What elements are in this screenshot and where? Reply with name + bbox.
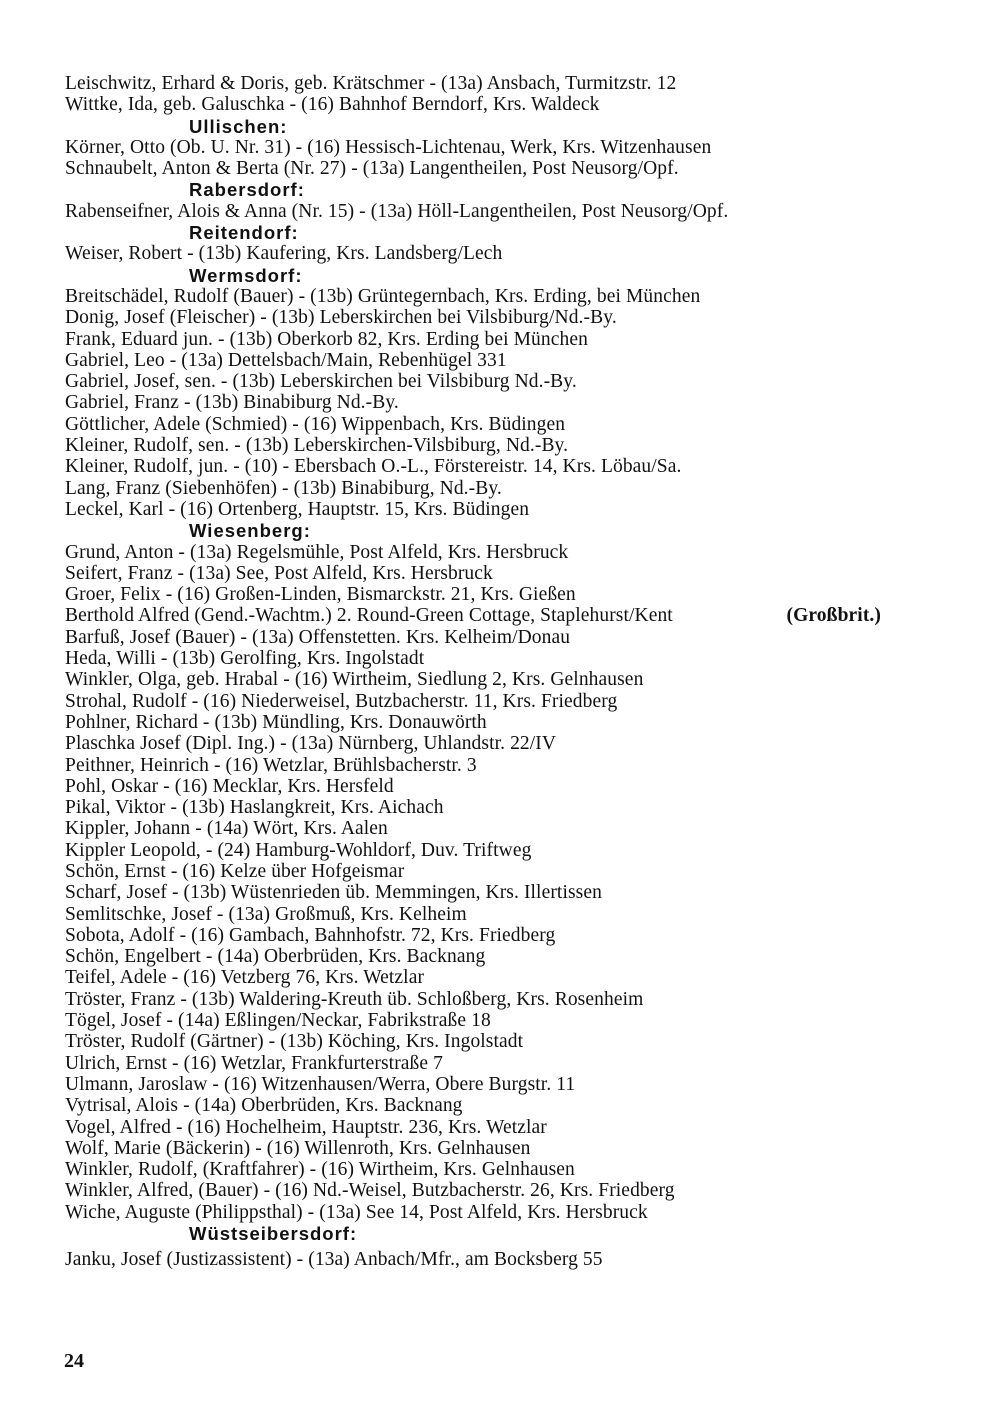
address-entry: Donig, Josef (Fleischer) - (13b) Leberskirchen bei Vilsbiburg/Nd.-By. [65,307,617,329]
address-entry: Frank, Eduard jun. - (13b) Oberkorb 82, Krs. Erding bei München [65,328,588,350]
address-entry: Grund, Anton - (13a) Regelsmühle, Post Alfeld, Krs. Hersbruck [65,541,569,563]
address-entry: Vogel, Alfred - (16) Hochelheim, Hauptstr. 236, Krs. Wetzlar [65,1116,547,1138]
address-entry: Rabenseifner, Alois & Anna (Nr. 15) - (13a) Höll-Langentheilen, Post Neusorg/Opf. [65,200,729,222]
address-entry: Vytrisal, Alois - (14a) Oberbrüden, Krs. Backnang [65,1095,463,1117]
section-heading: Ullischen: [189,115,288,137]
address-entry: Schön, Engelbert - (14a) Oberbrüden, Krs. Backnang [65,946,486,968]
section-heading: Rabersdorf: [189,179,305,201]
address-entry: Weiser, Robert - (13b) Kaufering, Krs. Landsberg/Lech [65,243,503,265]
address-entry: Tögel, Josef - (14a) Eßlingen/Neckar, Fabrikstraße 18 [65,1010,491,1032]
address-list-page [65,73,945,1275]
address-entry: Winkler, Alfred, (Bauer) - (16) Nd.-Weisel, Butzbacherstr. 26, Krs. Friedberg [65,1180,675,1202]
address-entry: Wiche, Auguste (Philippsthal) - (13a) See 14, Post Alfeld, Krs. Hersbruck [65,1201,648,1223]
section-heading: Wermsdorf: [189,264,303,286]
address-entry: Gabriel, Josef, sen. - (13b) Leberskirchen bei Vilsbiburg Nd.-By. [65,371,577,393]
address-entry: Schön, Ernst - (16) Kelze über Hofgeismar [65,860,405,882]
address-entry: Leckel, Karl - (16) Ortenberg, Hauptstr. 15, Krs. Büdingen [65,498,530,520]
address-entry: Scharf, Josef - (13b) Wüstenrieden üb. Memmingen, Krs. Illertissen [65,882,602,904]
section-heading: Wüstseibersdorf: [189,1223,358,1245]
address-entry: Janku, Josef (Justizassistent) - (13a) Anbach/Mfr., am Bocksberg 55 [65,1249,603,1271]
address-entry: Ulmann, Jaroslaw - (16) Witzenhausen/Werra, Obere Burgstr. 11 [65,1073,576,1095]
address-entry: Pohl, Oskar - (16) Mecklar, Krs. Hersfeld [65,775,394,797]
section-heading: Wiesenberg: [189,520,311,542]
address-entry: Wittke, Ida, geb. Galuschka - (16) Bahnhof Berndorf, Krs. Waldeck [65,94,600,116]
address-entry: Winkler, Olga, geb. Hrabal - (16) Wirtheim, Siedlung 2, Krs. Gelnhausen [65,669,644,691]
address-entry: Plaschka Josef (Dipl. Ing.) - (13a) Nürnberg, Uhlandstr. 22/IV [65,733,557,755]
address-entry: Gabriel, Franz - (13b) Binabiburg Nd.-By. [65,392,399,414]
address-entry [65,605,945,626]
address-entry: Tröster, Franz - (13b) Waldering-Kreuth üb. Schloßberg, Krs. Rosenheim [65,988,644,1010]
address-entry: Leischwitz, Erhard & Doris, geb. Krätschmer - (13a) Ansbach, Turmitzstr. 12 [65,73,677,94]
section-heading: Reitendorf: [189,222,299,244]
address-entry: Wolf, Marie (Bäckerin) - (16) Willenroth, Krs. Gelnhausen [65,1137,531,1159]
address-entry: Kleiner, Rudolf, sen. - (13b) Leberskirchen-Vilsbiburg, Nd.-By. [65,435,569,457]
address-entry: Kippler Leopold, - (24) Hamburg-Wohldorf, Duv. Triftweg [65,839,532,861]
address-entry: Schnaubelt, Anton & Berta (Nr. 27) - (13a) Langentheilen, Post Neusorg/Opf. [65,158,679,180]
address-entry: Kleiner, Rudolf, jun. - (10) - Ebersbach O.-L., Förstereistr. 14, Krs. Löbau/Sa. [65,456,682,478]
address-entry: Lang, Franz (Siebenhöfen) - (13b) Binabiburg, Nd.-By. [65,477,502,499]
address-entry: Heda, Willi - (13b) Gerolfing, Krs. Ingolstadt [65,648,425,670]
address-entry: Göttlicher, Adele (Schmied) - (16) Wippenbach, Krs. Büdingen [65,413,566,435]
address-entry: Winkler, Rudolf, (Kraftfahrer) - (16) Wirtheim, Krs. Gelnhausen [65,1159,575,1181]
address-entry: Sobota, Adolf - (16) Gambach, Bahnhofstr. 72, Krs. Friedberg [65,924,556,946]
address-entry: Semlitschke, Josef - (13a) Großmuß, Krs. Kelheim [65,903,467,925]
address-entry: Strohal, Rudolf - (16) Niederweisel, Butzbacherstr. 11, Krs. Friedberg [65,690,618,712]
page-number: 24 [64,1350,84,1372]
address-entry: Seifert, Franz - (13a) See, Post Alfeld, Krs. Hersbruck [65,562,493,584]
address-entry: Gabriel, Leo - (13a) Dettelsbach/Main, Rebenhügel 331 [65,349,507,371]
country-note: (Großbrit.) [786,605,881,627]
address-entry-text: Berthold Alfred (Gend.-Wachtm.) 2. Round-Green Cottage, Staplehurst/Kent [65,605,673,627]
address-entry: Pikal, Viktor - (13b) Haslangkreit, Krs. Aichach [65,797,444,819]
address-entry: Teifel, Adele - (16) Vetzberg 76, Krs. Wetzlar [65,967,425,989]
address-entry: Tröster, Rudolf (Gärtner) - (13b) Köching, Krs. Ingolstadt [65,1031,524,1053]
address-entry: Peithner, Heinrich - (16) Wetzlar, Brühlsbacherstr. 3 [65,754,477,776]
address-entry: Breitschädel, Rudolf (Bauer) - (13b) Grüntegernbach, Krs. Erding, bei München [65,285,701,307]
address-entry: Groer, Felix - (16) Großen-Linden, Bismarckstr. 21, Krs. Gießen [65,584,576,606]
address-entry: Barfuß, Josef (Bauer) - (13a) Offenstetten. Krs. Kelheim/Donau [65,626,571,648]
address-entry: Kippler, Johann - (14a) Wört, Krs. Aalen [65,818,388,840]
address-entry: Ulrich, Ernst - (16) Wetzlar, Frankfurterstraße 7 [65,1052,443,1074]
address-entry: Körner, Otto (Ob. U. Nr. 31) - (16) Hessisch-Lichtenau, Werk, Krs. Witzenhausen [65,136,712,158]
address-entry: Pohlner, Richard - (13b) Mündling, Krs. Donauwörth [65,711,487,733]
